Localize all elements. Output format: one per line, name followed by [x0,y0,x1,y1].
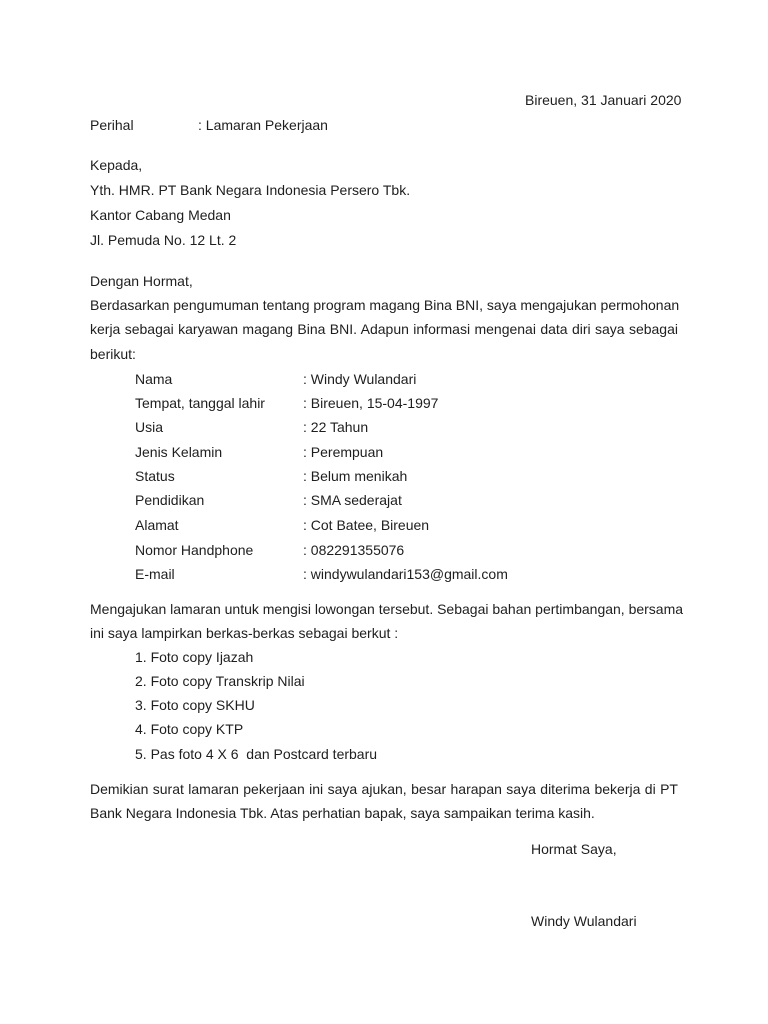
signoff: Hormat Saya, [531,841,617,857]
attachment-item: 3. Foto copy SKHU [135,697,255,713]
paragraph-line: Bank Negara Indonesia Tbk. Atas perhatian bapak, saya sampaikan terima kasih. [90,805,595,821]
data-value: : Windy Wulandari [303,371,417,387]
attachment-item: 2. Foto copy Transkrip Nilai [135,673,305,689]
recipient-line: Jl. Pemuda No. 12 Lt. 2 [90,232,237,248]
data-label: Status [135,468,175,484]
data-label: Usia [135,419,164,435]
paragraph-line: berikut: [90,346,136,362]
data-value: : windywulandari153@gmail.com [303,566,508,582]
data-label: Alamat [135,517,179,533]
data-value: : Belum menikah [303,468,408,484]
paragraph-line: kerja sebagai karyawan magang Bina BNI. Adapun informasi mengenai data diri saya sebagai [90,321,678,337]
signature-name: Windy Wulandari [531,913,637,929]
data-value: : Bireuen, 15-04-1997 [303,395,439,411]
greeting: Dengan Hormat, [90,273,193,289]
attachment-item: 5. Pas foto 4 X 6 dan Postcard terbaru [135,746,378,762]
data-value: : 22 Tahun [303,419,369,435]
perihal-value: : Lamaran Pekerjaan [198,117,328,133]
letter-date: Bireuen, 31 Januari 2020 [525,92,682,108]
paragraph-line: Demikian surat lamaran pekerjaan ini saya ajukan, besar harapan saya diterima bekerja di PT [90,781,678,797]
data-label: Nama [135,371,173,387]
data-label: Jenis Kelamin [135,444,223,460]
recipient-line: Kantor Cabang Medan [90,207,231,223]
data-value: : Cot Batee, Bireuen [303,517,430,533]
data-value: : SMA sederajat [303,492,402,508]
closing-paragraph [90,780,678,798]
attachment-item: 1. Foto copy Ijazah [135,649,254,665]
attachment-paragraph [90,600,684,618]
paragraph-line: ini saya lampirkan berkas-berkas sebagai berkut : [90,625,399,641]
data-value: : 082291355076 [303,542,405,558]
data-value: : Perempuan [303,444,384,460]
perihal-label: Perihal [90,117,134,133]
recipient-line: Yth. HMR. PT Bank Negara Indonesia Persero Tbk. [90,182,411,198]
recipient-line: Kepada, [90,157,143,173]
paragraph-line: Berdasarkan pengumuman tentang program magang Bina BNI, saya mengajukan permohonan [90,297,680,313]
intro-paragraph [90,296,678,344]
data-label: Nomor Handphone [135,542,254,558]
data-label: Pendidikan [135,492,205,508]
paragraph-line: Mengajukan lamaran untuk mengisi lowongan tersebut. Sebagai bahan pertimbangan, bersama [90,601,684,617]
data-label: Tempat, tanggal lahir [135,395,265,411]
data-label: E-mail [135,566,175,582]
attachment-item: 4. Foto copy KTP [135,721,244,737]
